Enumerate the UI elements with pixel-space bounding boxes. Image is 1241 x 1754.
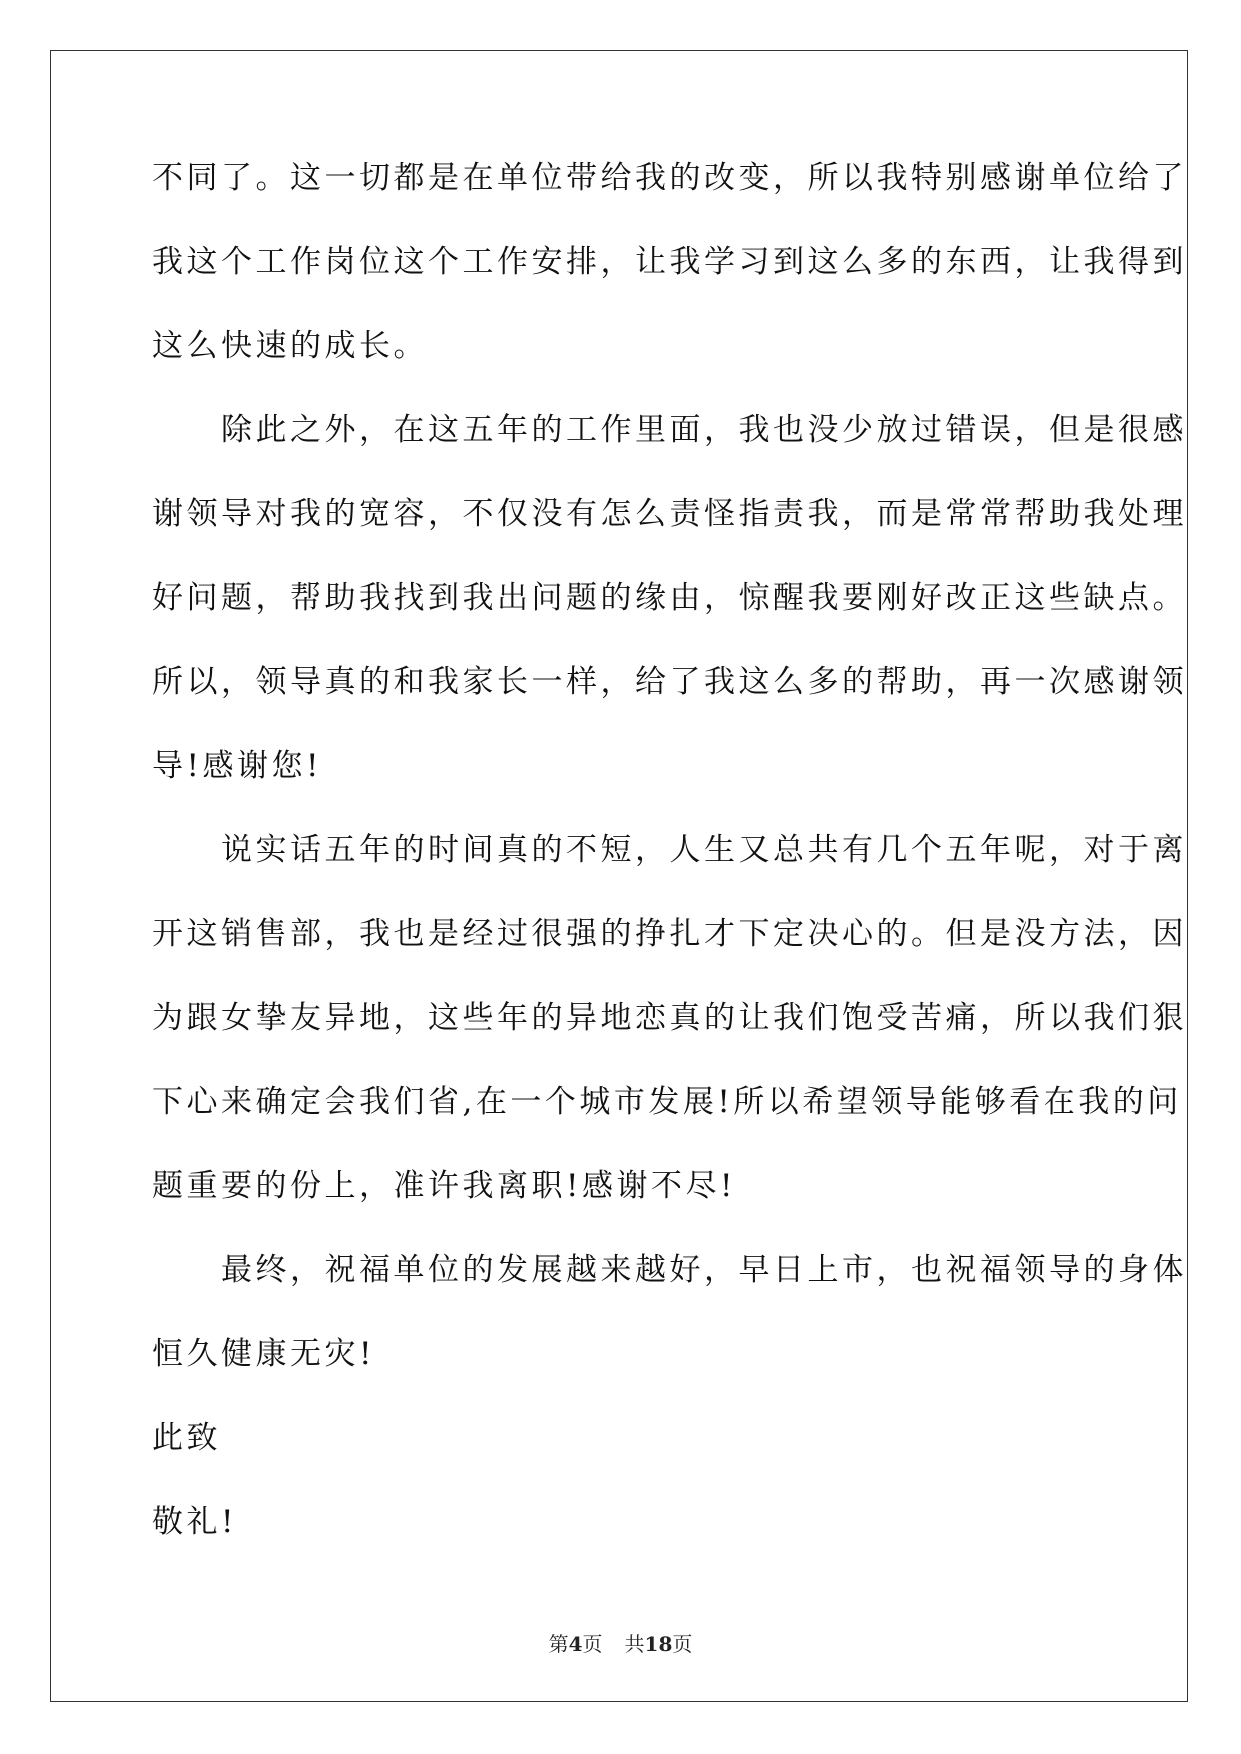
text-line: 说实话五年的时间真的不短，人生又总共有几个五年呢，对于离 [152,832,1187,868]
text-line: 题重要的份上，准许我离职!感谢不尽! [152,1168,736,1204]
total-pages: 18 [644,1632,673,1656]
text-line: 除此之外，在这五年的工作里面，我也没少放过错误，但是很感 [152,412,1187,448]
page-footer [0,1628,1241,1657]
text-line: 此致 [152,1420,221,1456]
page-number-prefix: 第 [548,1632,569,1656]
text-line: 这么快速的成长。 [152,328,428,364]
page-number: 4 [568,1632,583,1656]
text-line: 不同了。这一切都是在单位带给我的改变，所以我特别感谢单位给了 [152,160,1187,196]
text-line: 恒久健康无灾! [152,1336,375,1372]
text-line: 敬礼! [152,1504,237,1540]
page-number-suffix: 页 [582,1632,603,1656]
text-line: 我这个工作岗位这个工作安排，让我学习到这么多的东西，让我得到 [152,244,1187,280]
text-line: 所以，领导真的和我家长一样，给了我这么多的帮助，再一次感谢领 [152,664,1187,700]
text-line: 下心来确定会我们省,在一个城市发展!所以希望领导能够看在我的问 [152,1084,1182,1120]
text-line: 最终，祝福单位的发展越来越好，早日上市，也祝福领导的身体 [152,1252,1187,1288]
text-line: 导!感谢您! [152,748,322,784]
text-line: 开这销售部，我也是经过很强的挣扎才下定决心的。但是没方法，因 [152,916,1187,952]
text-line: 谢领导对我的宽容，不仅没有怎么责怪指责我，而是常常帮助我处理 [152,496,1187,532]
text-line: 为跟女挚友异地，这些年的异地恋真的让我们饱受苦痛，所以我们狠 [152,1000,1187,1036]
total-pages-prefix: 共 [624,1632,645,1656]
total-pages-suffix: 页 [672,1632,693,1656]
text-line: 好问题，帮助我找到我出问题的缘由，惊醒我要刚好改正这些缺点。 [152,580,1187,616]
